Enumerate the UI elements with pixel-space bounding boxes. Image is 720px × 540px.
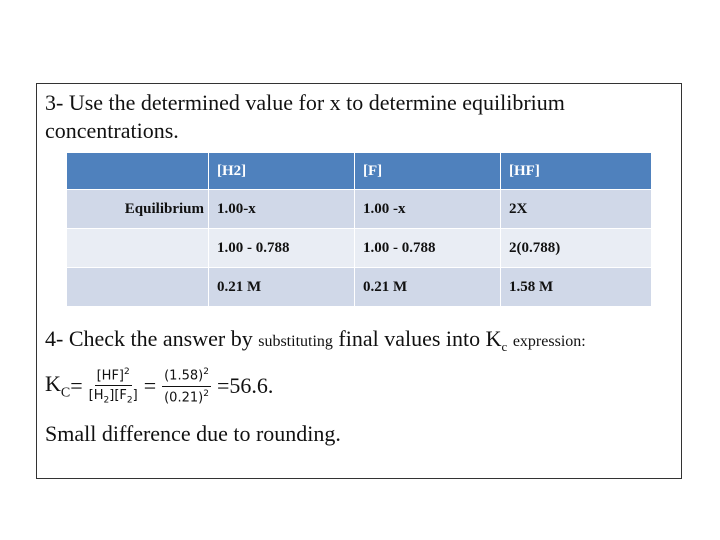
numerator-value: (1.58) xyxy=(164,368,204,384)
table-cell: 0.21 M xyxy=(355,268,501,307)
step-5-text: Small difference due to rounding. xyxy=(45,421,341,446)
table-cell: 1.58 M xyxy=(501,268,651,307)
h2-term: [H xyxy=(88,387,104,403)
row-label: Equilibrium xyxy=(67,190,209,229)
step-3-text: 3- Use the determined value for x to determine equilibrium concentrations. xyxy=(45,90,565,143)
table-cell: 2(0.788) xyxy=(501,229,651,268)
fraction-numerator xyxy=(162,367,211,386)
kc-subscript: C xyxy=(60,385,71,401)
table-cell: 2X xyxy=(501,190,651,229)
kc-letter: K xyxy=(45,370,61,396)
equilibrium-table xyxy=(66,152,651,306)
fraction-denominator xyxy=(164,387,209,405)
step-4-middle: final values into K xyxy=(338,326,502,351)
kc-equation xyxy=(45,362,273,410)
row-label xyxy=(67,268,209,307)
subscript: 2 xyxy=(126,395,133,406)
step-4-prefix: 4- Check the answer by xyxy=(45,326,253,351)
hf-term: [HF] xyxy=(96,367,124,383)
table-cell: 1.00 -x xyxy=(355,190,501,229)
table-header-cell xyxy=(67,153,209,190)
equals-sign: = xyxy=(70,373,83,398)
step-4-text xyxy=(45,325,586,361)
denominator-value: (0.21) xyxy=(164,389,204,405)
exponent: 2 xyxy=(203,388,209,399)
table-header-cell: [F] xyxy=(355,153,501,190)
step-4-k-subscript: c xyxy=(501,339,508,354)
table-cell: 1.00 - 0.788 xyxy=(209,229,355,268)
numeric-fraction xyxy=(162,367,211,405)
table-cell: 1.00 - 0.788 xyxy=(355,229,501,268)
step-4-suffix: expression: xyxy=(512,333,586,350)
table-row xyxy=(67,190,651,229)
table-row xyxy=(67,268,651,307)
kc-result: =56.6. xyxy=(216,373,274,398)
table-cell: 1.00-x xyxy=(209,190,355,229)
table-header-cell: [H2] xyxy=(209,153,355,190)
step-4-small-word: substituting xyxy=(258,333,333,350)
kc-expression-fraction xyxy=(89,367,138,406)
equals-sign: = xyxy=(143,373,157,398)
row-label xyxy=(67,229,209,268)
closing-bracket: ] xyxy=(132,387,138,403)
table-cell: 0.21 M xyxy=(209,268,355,307)
table-header-row xyxy=(67,153,651,190)
exponent: 2 xyxy=(124,366,130,377)
f2-term: ][F xyxy=(109,387,127,403)
kc-label xyxy=(45,371,70,401)
fraction-denominator xyxy=(89,386,138,406)
fraction-numerator xyxy=(95,367,132,386)
table-row xyxy=(67,229,651,268)
table-header-cell: [HF] xyxy=(501,153,651,190)
subscript: 2 xyxy=(103,395,110,406)
exponent: 2 xyxy=(203,367,209,378)
